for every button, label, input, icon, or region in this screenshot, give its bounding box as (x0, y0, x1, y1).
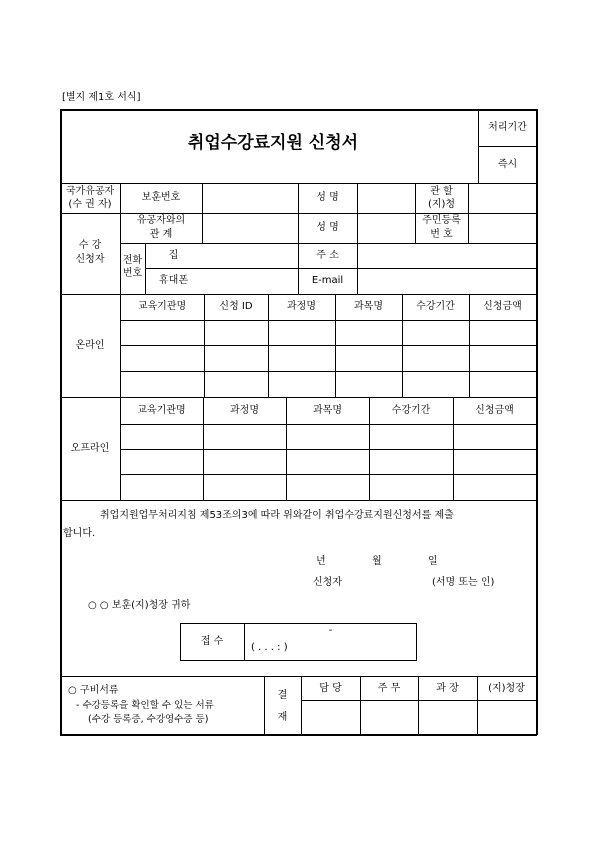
applicant-sublabel: 신청자 (75, 254, 105, 265)
veteran-name-label: 성 명 (316, 192, 339, 203)
offline-header-amount: 신청금액 (475, 405, 514, 416)
applicant-label: 수 강 (78, 240, 102, 251)
offline-header-subject: 과목명 (313, 405, 342, 416)
rrn-field[interactable] (469, 214, 536, 243)
office-sublabel: (지)청 (427, 199, 456, 210)
offline-header-period: 수강기간 (391, 405, 431, 416)
mobile-phone-field[interactable] (146, 269, 298, 294)
applicant-signature-field[interactable] (352, 572, 428, 592)
rrn-sublabel: 번 호 (430, 229, 453, 240)
home-phone-label: 집 (168, 250, 179, 261)
online-entry-row[interactable] (121, 372, 536, 397)
approval-stamp-staff[interactable] (302, 701, 360, 734)
processing-period-label: 처리기간 (488, 122, 527, 133)
approval-stamp-section-chief[interactable] (419, 701, 477, 734)
offline-entry-row[interactable] (121, 425, 536, 449)
receipt-label: 접 수 (200, 636, 224, 647)
form-title: 취업수강료지원 신청서 (187, 133, 359, 153)
online-header-period: 수강기간 (416, 301, 455, 312)
veteran-id-field[interactable] (203, 184, 298, 213)
offline-entry-row[interactable] (121, 450, 536, 474)
online-header-course: 과정명 (287, 301, 316, 312)
online-header-amount: 신청금액 (483, 301, 522, 312)
declaration-text-continued: 합니다. (63, 528, 96, 539)
relation-field[interactable] (203, 214, 298, 243)
approval-role-director: (지)청장 (488, 683, 525, 694)
approval-role-section-chief: 과 장 (436, 683, 459, 694)
online-section-label: 온라인 (75, 340, 105, 351)
relation-sublabel: 관 계 (149, 229, 173, 240)
approval-role-staff: 담 당 (319, 683, 342, 694)
online-entry-row[interactable] (121, 321, 536, 345)
form-label: [별지 제1호 서식] (62, 92, 141, 103)
required-documents-item: - 수강등록을 확인할 수 있는 서류 (76, 700, 214, 711)
date-day-label: 일 (428, 556, 438, 567)
online-header-id: 신청 ID (219, 301, 253, 312)
applicant-signature-label: 신청자 (313, 577, 342, 588)
approval-stamp-director[interactable] (478, 701, 536, 734)
mobile-phone-label: 휴대폰 (159, 275, 188, 286)
signature-note: (서명 또는 인) (432, 577, 495, 588)
email-label: E-mail (311, 275, 344, 286)
home-phone-field[interactable] (146, 244, 298, 268)
date-month-label: 월 (372, 556, 382, 567)
receipt-number-separator: - (328, 625, 333, 636)
offline-section-label: 오프라인 (70, 443, 110, 454)
offline-entry-row[interactable] (121, 475, 536, 500)
online-entry-row[interactable] (121, 346, 536, 371)
declaration-text: 취업지원업무처리지침 제53조의3에 따라 위와같이 취업수강료지원신청서를 제출 (100, 510, 454, 521)
offline-header-institution: 교육기관명 (137, 405, 186, 416)
phone-sublabel: 번호 (122, 268, 143, 279)
online-header-subject: 과목명 (354, 301, 383, 312)
email-field[interactable] (358, 269, 536, 294)
date-year-label: 년 (316, 556, 326, 567)
approval-sublabel: 재 (277, 712, 288, 723)
veteran-sublabel: (수 권 자) (68, 199, 112, 210)
required-documents-examples: (수강 등록증, 수강영수증 등) (88, 714, 209, 725)
applicant-name-label: 성 명 (316, 222, 339, 233)
veteran-label: 국가유공자 (65, 186, 115, 197)
approval-role-manager: 주 무 (377, 683, 401, 694)
applicant-name-field[interactable] (358, 214, 415, 243)
approval-label: 결 (277, 690, 288, 701)
receipt-datetime: ( . . . : ) (251, 642, 288, 653)
rrn-label: 주민등록 (422, 215, 461, 226)
office-field[interactable] (469, 184, 536, 213)
veteran-name-field[interactable] (358, 184, 415, 213)
relation-label: 유공자와의 (136, 215, 186, 226)
address-field[interactable] (358, 244, 536, 268)
processing-period-value: 즉시 (497, 159, 518, 170)
required-documents-heading: ○ 구비서류 (68, 685, 119, 696)
approval-stamp-manager[interactable] (361, 701, 418, 734)
office-label: 관 할 (430, 186, 453, 197)
address-label: 주 소 (316, 250, 339, 261)
offline-header-course: 과정명 (230, 405, 259, 416)
phone-label: 전화 (122, 255, 143, 266)
addressee: ○ ○ 보훈(지)청장 귀하 (88, 600, 191, 611)
veteran-id-label: 보훈번호 (141, 192, 181, 203)
online-header-institution: 교육기관명 (137, 301, 187, 312)
